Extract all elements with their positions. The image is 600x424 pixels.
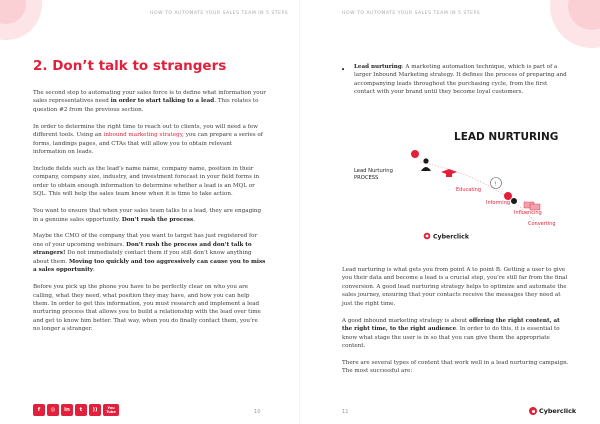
paragraph: You want to ensure that when your sales team talks to a lead, they are engaging in a genuine sales opportunity. Don’t rush the process. xyxy=(33,208,262,223)
diagram-title: LEAD NURTURING xyxy=(454,131,559,143)
lightbulb-icon xyxy=(491,178,502,189)
graduation-cap-icon xyxy=(441,169,457,177)
paragraph: There are several types of content that work well in a lead nurturing campaign. The most successful are: xyxy=(342,359,569,375)
paragraph: Maybe the CMO of the company that you want to target has just registered for one of your upcoming webinars. Don’t rush the process and don’t talk to strangers! Do not immediately contact them if you still don’t know anything about them. Moving too quickly and too aggressively can cause you to miss a sales opportunity. xyxy=(33,233,266,274)
svg-text:!: ! xyxy=(494,181,497,188)
paragraph: Include fields such as the lead’s name name, company name, position in their company, company size, industry, and investment forecast in your field forms in order to obtain enough information to determine whether a lead is an MQL or SQL. This will help the sales team know when it is time to take action. xyxy=(33,165,260,198)
path-arc xyxy=(420,162,540,228)
paragraph: A good inbound marketing strategy is about offering the right content, at the right time, to the right audience. In order to do this, it is essential to know what stage the user is in so that you can give them the appropriate content. xyxy=(342,317,560,350)
step-label: Influencing xyxy=(514,210,542,216)
page-number: 11 xyxy=(342,409,349,415)
cyberclick-logo-icon xyxy=(424,233,431,240)
person-icon xyxy=(411,150,431,171)
diagram-brand: Cyberclick xyxy=(433,233,469,241)
inbound-marketing-link[interactable]: inbound marketing strategy xyxy=(103,132,183,139)
step-label: Educating xyxy=(456,187,482,193)
facebook-icon[interactable]: f xyxy=(33,404,45,416)
page-number: 10 xyxy=(254,409,261,415)
paragraph: In order to determine the right time to reach out to clients, you will need a few different tools. Using an inbound marketing strategy, you can prepare a series of forms, landings pages, and CTAs that will allow you to obtain relevant information on leads. xyxy=(33,123,263,156)
instagram-icon[interactable]: ◎ xyxy=(47,404,59,416)
step-label: Converting xyxy=(528,221,556,227)
bullet-icon: • xyxy=(341,66,346,74)
left-body xyxy=(33,89,266,342)
linkedin-icon[interactable]: in xyxy=(61,404,73,416)
section-heading: 2. Don’t talk to strangers xyxy=(33,58,227,74)
step-label: Informing xyxy=(486,200,511,206)
cyberclick-logo-icon xyxy=(529,407,537,415)
right-page xyxy=(300,0,600,424)
money-icon xyxy=(524,202,540,210)
running-head: HOW TO AUTOMATE YOUR SALES TEAM IN 5 STEPS xyxy=(342,11,481,16)
paragraph: Before you pick up the phone you have to be perfectly clear on who you are calling, what they need, what position they may have, and how you can help them. In order to get this information, you must research and implement a lead nurturing process that allows you to build a relationship with the lead over time and get to know him better. That way, when you do finally contact them, you’re no longer a stranger. xyxy=(33,284,261,333)
bullet-text: Lead nurturing: A marketing automation technique, which is part of a larger Inbound Marketing strategy. It defines the process of preparing and accompanying leads throughout the purchasing cycle, from the first contact with your brand until they become loyal customers. xyxy=(354,64,567,96)
footer-brand: Cyberclick xyxy=(539,407,577,415)
rss-icon[interactable]: )) xyxy=(89,404,101,416)
right-body xyxy=(342,266,570,384)
youtube-icon[interactable]: You Tube xyxy=(103,404,119,416)
paragraph: The second step to automating your sales force is to define what information your sales representatives need in order to start talking to a lead. This relates to question #2 from the previous section. xyxy=(33,90,266,113)
process-label: Lead Nurturing xyxy=(354,168,393,174)
paragraph: Lead nurturing is what gets you from point A to point B. Getting a user to give you their data and become a lead is a crucial step, you’re still far from the final conversion. A good lead nurturing strategy helps to optimize and automate the sales journey, ensuring that your contacts receive the messages they need at just the right time. xyxy=(342,267,568,307)
process-label: PROCESS xyxy=(354,175,379,181)
running-head: HOW TO AUTOMATE YOUR SALES TEAM IN 5 STEPS xyxy=(150,11,289,16)
twitter-icon[interactable]: t xyxy=(75,404,87,416)
social-icons xyxy=(33,404,119,416)
lead-nurturing-diagram xyxy=(350,128,568,242)
